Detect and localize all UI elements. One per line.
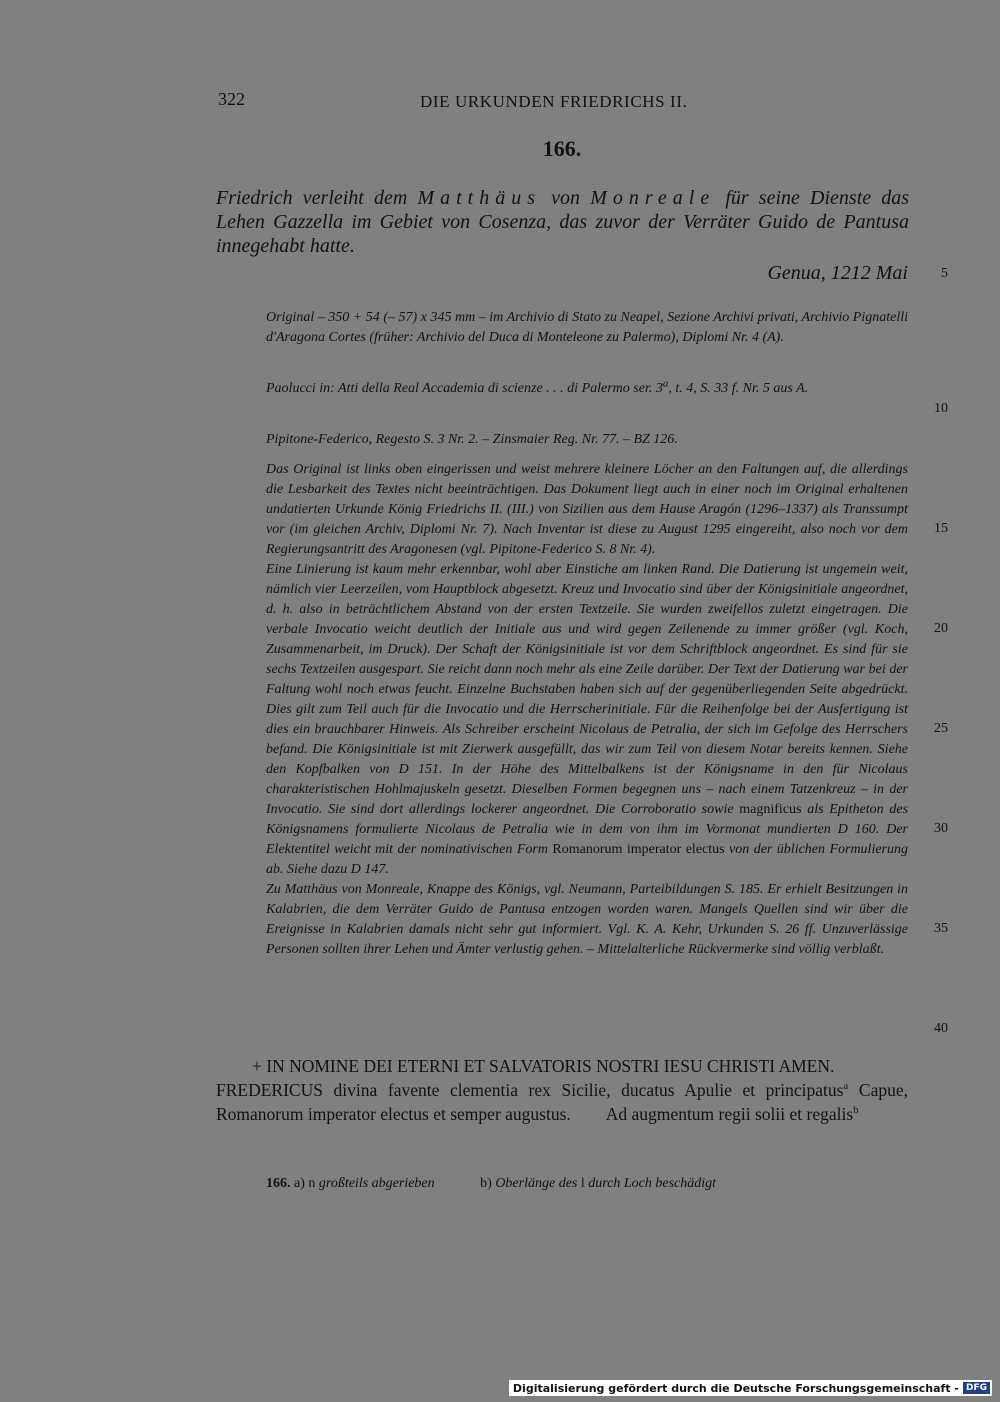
note-edition-part-a: Paolucci in: Atti della Real Accademia di scienze . . . di Palermo ser. 3 [266,381,663,396]
line-number: 20 [934,621,948,636]
running-head: DIE URKUNDEN FRIEDRICHS II. [420,92,688,111]
charter-text [216,1054,908,1126]
footnote-b-text-1: Oberlänge des [495,1176,578,1191]
line-number: 10 [934,401,948,416]
commentary-quoted-phrase: Romanorum imperator electus [552,842,725,857]
line-number: 5 [941,266,948,281]
note-edition [266,379,908,399]
page-number: 322 [218,89,245,109]
commentary-paragraph-2 [266,560,908,880]
regest-name2: Monreale [590,187,716,209]
superscript: a [662,377,669,390]
regest-part3: für seine Dienste das Lehen Gazzella im Gebiet von Cosenza, das zuvor der Verräter Guido de Pantusa innegehabt hatte. [216,187,910,257]
note-edition-text [266,379,908,399]
regest-part2: von [551,187,581,209]
funding-credit-text: Digitalisierung gefördert durch die Deutsche Forschungsgemeinschaft - [512,1381,959,1395]
note-regesta [266,430,908,450]
commentary-paragraph-3: Zu Matthäus von Monreale, Knappe des Königs, vgl. Neumann, Parteibildungen S. 185. Er erhielt Besitzungen in Kalabrien, die dem Verräter Guido de Pantusa entzogen worden waren. Mangels Quellen sind wir über die Ereignisse in Kalabrien damals nicht sehr gut informiert. Vgl. K. A. Kehr, Urkunden S. 26 ff. Unzuverlässige Personen sollten ihrer Lehen und Ämter verlustig gehen. – Mittelalterliche Rückvermerke sind völlig verblaßt. [266,882,908,957]
line-number: 25 [934,721,948,736]
intitulatio [216,1078,908,1126]
note-commentary [266,460,908,960]
footnote-a-word: n [308,1176,316,1191]
footnote-a-label: a) [294,1176,305,1191]
commentary-2-part-b: als Epitheton des Königsnamens formulierte Nicolaus de Petralia wie in dem von ihm im Vormonat mundierten D 160. Der Elektentitel weicht mit der nominativischen Form [266,802,909,857]
note-original-text: Original – 350 + 54 (– 57) x 345 mm – im Archivio di Stato zu Neapel, Sezione Archivi privati, Archivio Pignatelli d'Aragona Cortes (früher: Archivio del Duca di Monteleone zu Palermo), Diplomi Nr. 4 (A). [266,310,908,345]
regest [216,186,909,258]
line-number: 15 [934,521,948,536]
line-number: 35 [934,921,948,936]
dateline: Genua, 1212 Mai [767,262,908,284]
funding-credit [509,1380,992,1396]
document-number: 166. [542,136,582,161]
regest-part1: Friedrich verleiht dem [216,187,408,209]
arenga: Ad augmentum regii solii et regalis [605,1104,854,1124]
footnote-b-word: l [580,1176,585,1191]
intitulatio-part-a: FREDERICUS divina favente clementia rex Sicilie, ducatus Apulie et principatus [216,1080,844,1100]
footnote-marker-a: a [843,1080,849,1093]
line-number: 40 [934,1021,948,1036]
regest-name1: Matthäus [417,187,542,209]
footnote-a-text: großteils abgerieben [318,1176,435,1191]
intitulatio-part-b: Capue, Romanorum imperator electus et semper augustus. [216,1080,908,1124]
footnote-b-label: b) [480,1176,492,1191]
footnote-number: 166. [266,1176,291,1191]
note-edition-part-b: , t. 4, S. 33 f. Nr. 5 aus A. [668,381,809,396]
footnote-marker-b: b [853,1104,859,1117]
footnote-b-text-2: durch Loch beschädigt [588,1176,717,1191]
footnotes [266,1176,908,1192]
note-original [266,308,908,348]
commentary-2-part-c: von der üblichen Formulierung ab. Siehe dazu D 147. [266,842,909,877]
note-regesta-text: Pipitone-Federico, Regesto S. 3 Nr. 2. – Zinsmaier Reg. Nr. 77. – BZ 126. [266,432,678,447]
commentary-2-part-a: Eine Linierung ist kaum mehr erkennbar, wohl aber Einstiche am linken Rand. Die Datierung ist ungemein weit, nämlich vier Leerzeilen, vom Hauptblock abgesetzt. Kreuz und Invocatio sind über der Königsinitiale angeordnet, d. h. also in beträchtlichem Abstand von der ersten Textzeile. Sie wurden zweifellos zuletzt eingetragen. Die verbale Invocatio weicht deutlich der Initiale aus und wird gegen Zeilenende zu immer größer (vgl. Koch, Zusammenarbeit, im Druck). Der Schaft der Königsinitiale ist vor dem Schriftblock angeordnet. Es sind für sie sechs Textzeilen ausgespart. Sie reicht dann noch mehr als eine Zeile darüber. Der Text der Datierung war bei der Faltung wohl noch etwas feucht. Einzelne Buchstaben haben sich auf der gegenüberliegenden Seite abgedrückt. Dies gilt zum Teil auch für die Invocatio und die Herrscherinitiale. Für die Reihenfolge bei der Ausfertigung ist dies ein brauchbarer Hinweis. Als Schreiber erscheint Nicolaus de Petralia, der sich im Gefolge des Herrschers befand. Die Königsinitiale ist mit Zierwerk ausgefüllt, das wir zum Teil von diesem Notar bereits kennen. Siehe den Kopfbalken von D 151. In der Höhe des Mittelbalkens ist der Königsname in den für Nicolaus charakteristischen Hohlmajuskeln gesetzt. Dieselben Formen begegnen uns – nach einem Tatzenkreuz – in der Invocatio. Sie sind dort allerdings lockerer angeordnet. Die Corroboratio sowie [266,562,908,817]
line-number: 30 [934,821,948,836]
invocatio: + IN NOMINE DEI ETERNI ET SALVATORIS NOSTRI IESU CHRISTI AMEN. [252,1056,835,1076]
dfg-logo-icon: DFG [963,1382,990,1394]
commentary-paragraph-1: Das Original ist links oben eingerissen und weist mehrere kleinere Löcher an den Faltungen auf, die allerdings die Lesbarkeit des Textes nicht beeinträchtigen. Das Dokument liegt auch in einer noch im Original erhaltenen undatierten Urkunde König Friedrichs II. (III.) von Sizilien aus dem Hause Aragón (1296–1337) als Transsumpt vor (im gleichen Archiv, Diplomi Nr. 7). Nach Inventar ist diese zu August 1295 eingereiht, also noch vor dem Regierungsantritt des Aragonesen (vgl. Pipitone-Federico S. 8 Nr. 4). [266,462,908,557]
commentary-quoted-word: magnificus [739,802,802,817]
